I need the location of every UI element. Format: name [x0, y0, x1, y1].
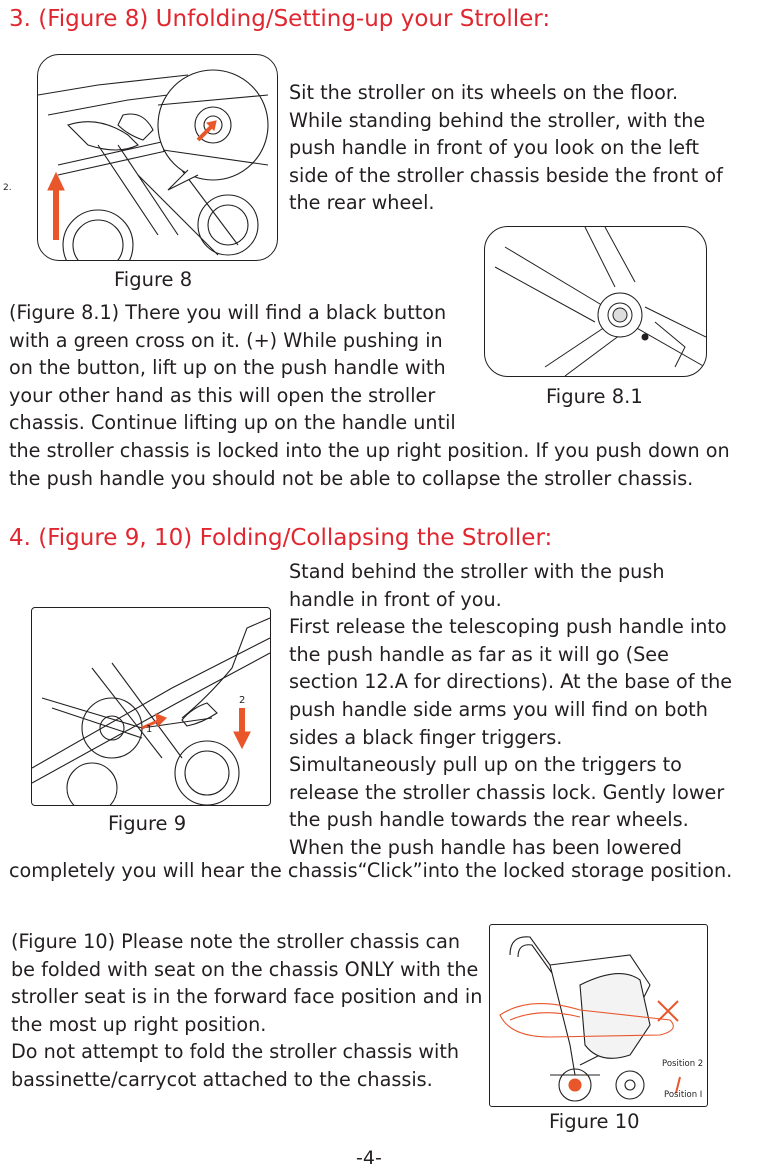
figure-10-position-2: Position 2 — [662, 1059, 704, 1069]
figure-8-image — [37, 54, 278, 261]
figure-8-1-caption: Figure 8.1 — [546, 385, 643, 408]
figure-9-label-2: 2 — [239, 695, 246, 706]
figure-9-image — [31, 607, 271, 806]
figure-10-position-1: Position I — [664, 1090, 703, 1100]
figure-9-label-1: 1 — [146, 724, 153, 735]
section-3-body: (Figure 8.1) There you will find a black button with a green cross on it. (+) While pushing in on the button, lift up on the push handle with your other hand as this will open the stroller chassis. Continue lifting up on the handle until the stroller chassis is locked into the up right position. If you push down on the push handle you should not be able to collapse the stroller chassis. — [9, 301, 730, 490]
figure-10-image — [489, 924, 708, 1107]
figure-8-step-label: 2. — [3, 183, 12, 193]
page-number: -4- — [356, 1147, 382, 1169]
figure-10-note: (Figure 10) Please note the stroller chassis can be folded with seat on the chassis ONLY with the stroller seat is in the forward face position and in the most up right position. Do not attempt to fold the stroller chassis with bassinette/carrycot attached to the chassis. — [11, 930, 483, 1091]
section-3-intro: Sit the stroller on its wheels on the floor. While standing behind the stroller, with the push handle in front of you look on the left side of the stroller chassis beside the front of the rear wheel. — [289, 81, 723, 215]
figure-8-caption: Figure 8 — [114, 268, 193, 291]
section-4-heading: 4. (Figure 9, 10) Folding/Collapsing the Stroller: — [9, 525, 553, 551]
section-4-instructions: Stand behind the stroller with the push handle in front of you. First release the telescoping push handle into the push handle as far as it will go (See section 12.A for directions). At the base of the push handle side arms you will find on both sides a black finger triggers. Simultaneously pull up on the triggers to release the stroller chassis lock. Gently lower the push handle towards the rear wheels. When the push handle has been lowered — [289, 560, 733, 859]
figure-10-caption: Figure 10 — [549, 1110, 640, 1133]
section-3-heading: 3. (Figure 8) Unfolding/Setting-up your Stroller: — [9, 6, 551, 32]
figure-9-caption: Figure 9 — [108, 812, 187, 835]
section-4-full-line: completely you will hear the chassis“Click”into the locked storage position. — [9, 859, 733, 882]
